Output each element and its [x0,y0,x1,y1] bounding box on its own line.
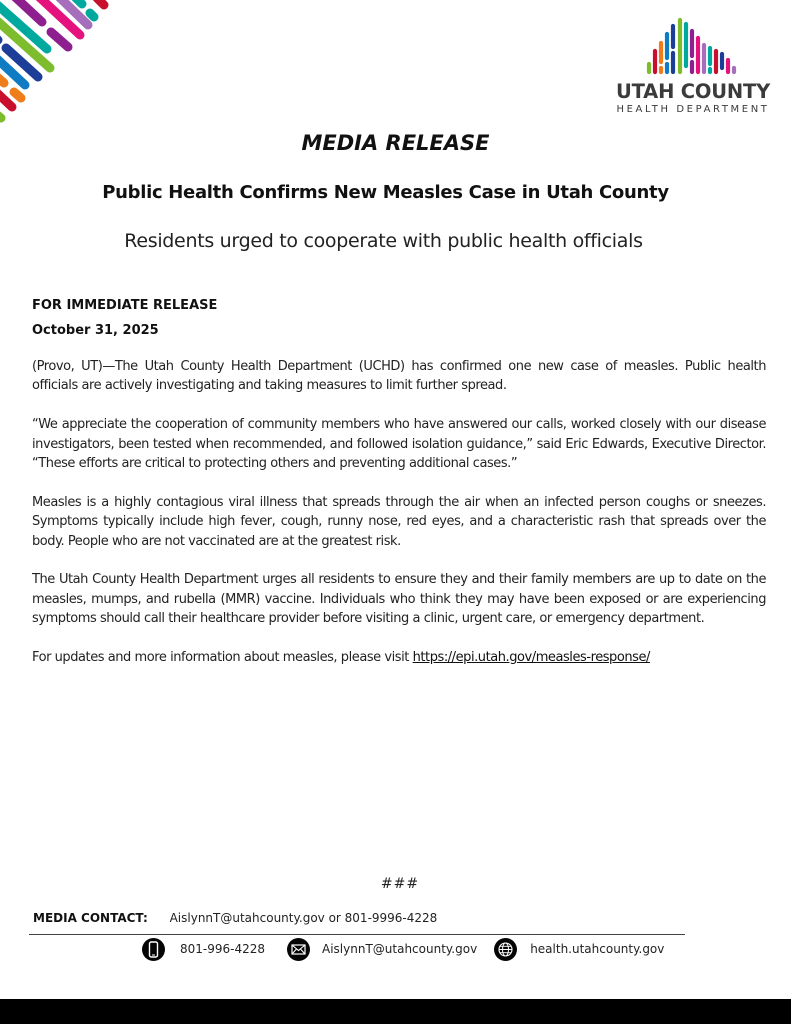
bottom-bar [0,999,791,1024]
globe-icon [494,938,517,961]
logo-bars-icon [644,14,744,78]
closing-paragraph [32,648,766,667]
measles-response-link[interactable]: https://epi.utah.gov/measles-response/ [412,650,650,666]
paragraph: (Provo, UT)—The Utah County Health Department (UCHD) has confirmed one new case of measles. Public health officials are actively investigating and taking measures to limit further spread. [32,359,766,394]
footer-phone[interactable] [142,938,265,961]
footer-contact-links [142,937,664,961]
end-mark: ### [380,876,420,892]
footer-email[interactable] [287,938,477,961]
paragraph: “We appreciate the cooperation of community members who have answered our calls, worked closely with our disease investigators, been tested when recommended, and followed isolation guidance,” said Eric Edwards, Executive Director. “These efforts are critical to protecting others and preventing additional cases.” [32,417,766,472]
logo-subtitle: HEALTH DEPARTMENT [616,104,770,115]
corner-stripes-decoration [0,0,120,130]
subheadline: Residents urged to cooperate with public health officials [124,230,643,252]
footer-website-text: health.utahcounty.gov [530,942,665,956]
logo-title: UTAH COUNTY [615,80,771,103]
media-contact-label: MEDIA CONTACT: [33,911,148,925]
document-type-label: MEDIA RELEASE [301,131,490,155]
footer-website[interactable] [494,938,664,961]
headline: Public Health Confirms New Measles Case in Utah County [102,182,669,203]
paragraph: Measles is a highly contagious viral illness that spreads through the air when an infected person coughs or sneezes. Symptoms typically include high fever, cough, runny nose, red eyes, and a characteristic rash that spreads over the body. People who are not vaccinated are at the greatest risk. [32,494,766,549]
body-text [32,357,766,687]
release-label: FOR IMMEDIATE RELEASE [32,298,218,313]
release-date: October 31, 2025 [32,323,159,338]
media-contact-value: AislynnT@utahcounty.gov or 801-9996-4228 [169,911,438,925]
footer-email-text: AislynnT@utahcounty.gov [322,942,478,956]
footer-phone-text: 801-996-4228 [180,942,266,956]
envelope-icon [287,938,310,961]
paragraph: The Utah County Health Department urges all residents to ensure they and their family members are up to date on the measles, mumps, and rubella (MMR) vaccine. Individuals who think they may have been exposed or are experiencing symptoms should call their healthcare provider before visiting a clinic, urgent care, or emergency department. [32,572,766,627]
footer-divider [29,934,685,935]
closing-text: For updates and more information about measles, please visit [32,650,413,666]
utah-county-health-logo [606,14,776,118]
phone-icon [142,938,165,961]
media-contact [33,911,437,925]
